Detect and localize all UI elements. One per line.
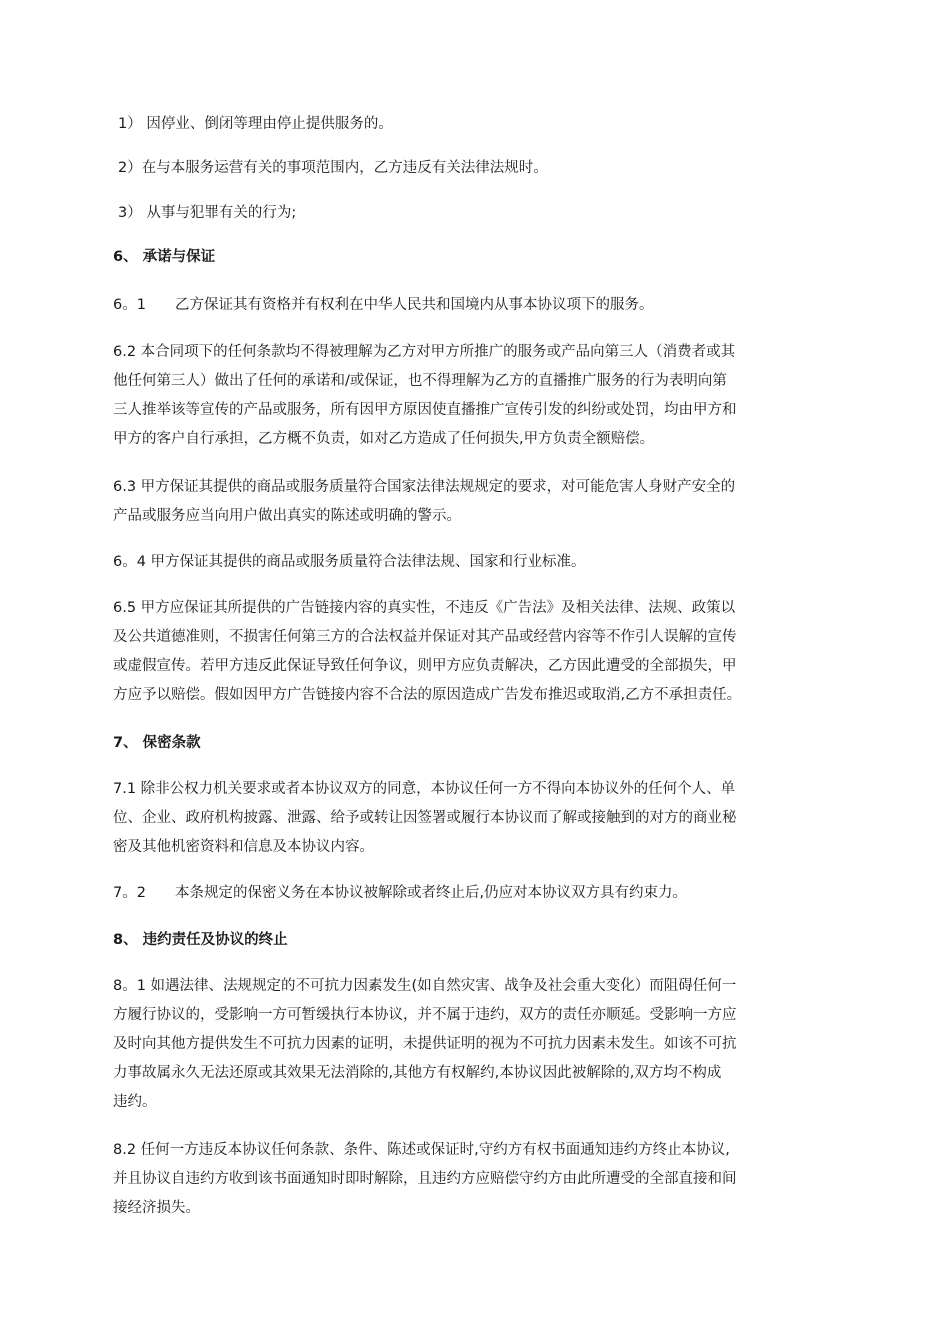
clause-6-2 — [113, 338, 853, 454]
clause-6-5 — [113, 594, 853, 710]
list-item-2 — [118, 154, 858, 183]
heading-text: 8、 违约责任及协议的终止 — [113, 932, 288, 948]
list-item-text: 3） 从事与犯罪有关的行为; — [118, 205, 297, 221]
list-item-1 — [118, 110, 858, 139]
clause-line: 接经济损失。 — [113, 1200, 200, 1216]
clause-line: 7.1 除非公权力机关要求或者本协议双方的同意，本协议任何一方不得向本协议外的任何个人、单 — [113, 781, 736, 797]
list-item-3 — [118, 199, 858, 228]
clause-line: 力事故属永久无法还原或其效果无法消除的,其他方有权解约,本协议因此被解除的,双方均不构成 — [113, 1065, 722, 1081]
clause-7-1 — [113, 775, 853, 862]
clause-text: 6。1 乙方保证其有资格并有权利在中华人民共和国境内从事本协议项下的服务。 — [113, 297, 654, 313]
heading-text: 6、 承诺与保证 — [113, 249, 216, 265]
clause-line: 6.3 甲方保证其提供的商品或服务质量符合国家法律法规规定的要求，对可能危害人身财产安全的 — [113, 479, 736, 495]
clause-text: 6。4 甲方保证其提供的商品或服务质量符合法律法规、国家和行业标准。 — [113, 554, 586, 570]
clause-6-3 — [113, 473, 853, 531]
clause-line: 8。1 如遇法律、法规规定的不可抗力因素发生(如自然灾害、战争及社会重大变化）而阻碍任何一 — [113, 978, 737, 994]
clause-line: 方应予以赔偿。假如因甲方广告链接内容不合法的原因造成广告发布推迟或取消,乙方不承担责任。 — [113, 687, 742, 703]
clause-line: 6.5 甲方应保证其所提供的广告链接内容的真实性，不违反《广告法》及相关法律、法规、政策以 — [113, 600, 736, 616]
clause-line: 位、企业、政府机构披露、泄露、给予或转让因签署或履行本协议而了解或接触到的对方的商业秘 — [113, 810, 737, 826]
section-7-heading — [113, 729, 853, 758]
clause-6-4 — [113, 548, 853, 577]
section-6-heading — [113, 243, 853, 272]
clause-line: 三人推举该等宣传的产品或服务，所有因甲方原因使直播推广宣传引发的纠纷或处罚，均由甲方和 — [113, 402, 737, 418]
clause-line: 8.2 任何一方违反本协议任何条款、条件、陈述或保证时,守约方有权书面通知违约方终止本协议, — [113, 1142, 730, 1158]
clause-line: 及公共道德准则，不损害任何第三方的合法权益并保证对其产品或经营内容等不作引人误解的宣传 — [113, 629, 737, 645]
clause-line: 6.2 本合同项下的任何条款均不得被理解为乙方对甲方所推广的服务或产品向第三人（消费者或其 — [113, 344, 736, 360]
clause-text: 7。2 本条规定的保密义务在本协议被解除或者终止后,仍应对本协议双方具有约束力。 — [113, 885, 688, 901]
list-item-text: 2）在与本服务运营有关的事项范围内，乙方违反有关法律法规时。 — [118, 160, 548, 176]
list-item-text: 1） 因停业、倒闭等理由停止提供服务的。 — [118, 116, 393, 132]
section-8-heading — [113, 926, 853, 955]
clause-line: 产品或服务应当向用户做出真实的陈述或明确的警示。 — [113, 508, 461, 524]
clause-line: 甲方的客户自行承担，乙方概不负责，如对乙方造成了任何损失,甲方负责全额赔偿。 — [113, 431, 655, 447]
clause-line: 及时向其他方提供发生不可抗力因素的证明，未提供证明的视为不可抗力因素未发生。如该不可抗 — [113, 1036, 737, 1052]
clause-line: 密及其他机密资料和信息及本协议内容。 — [113, 839, 374, 855]
clause-6-1 — [113, 291, 853, 320]
clause-line: 违约。 — [113, 1094, 157, 1110]
clause-7-2 — [113, 879, 853, 908]
clause-line: 他任何第三人）做出了任何的承诺和/或保证，也不得理解为乙方的直播推广服务的行为表明向第 — [113, 373, 727, 389]
clause-8-2 — [113, 1136, 853, 1223]
clause-line: 或虚假宣传。若甲方违反此保证导致任何争议，则甲方应负责解决，乙方因此遭受的全部损失，甲 — [113, 658, 737, 674]
clause-8-1 — [113, 972, 853, 1117]
clause-line: 并且协议自违约方收到该书面通知时即时解除，且违约方应赔偿守约方由此所遭受的全部直接和间 — [113, 1171, 737, 1187]
heading-text: 7、 保密条款 — [113, 735, 201, 751]
clause-line: 方履行协议的，受影响一方可暂缓执行本协议，并不属于违约，双方的责任亦顺延。受影响一方应 — [113, 1007, 737, 1023]
